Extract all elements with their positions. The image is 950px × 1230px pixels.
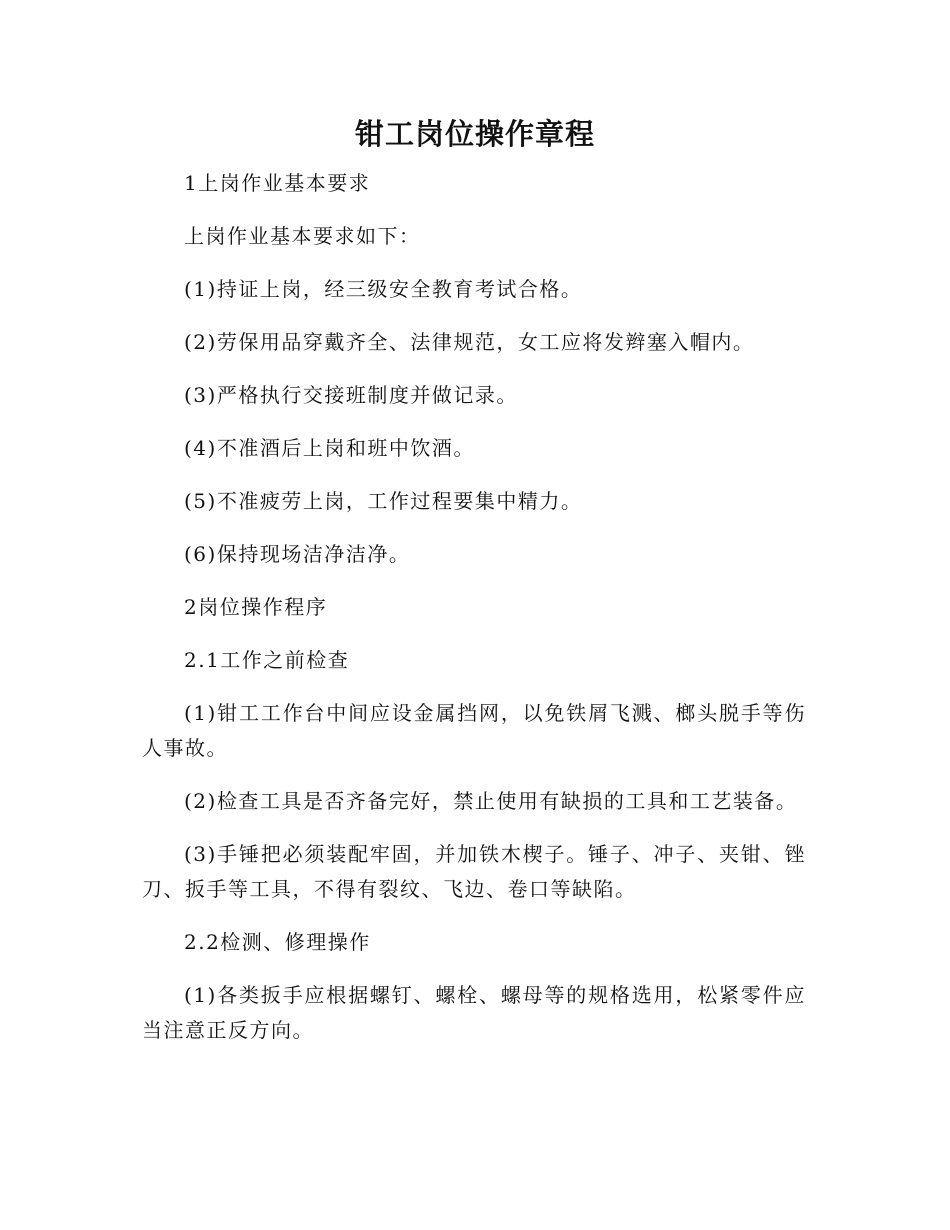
subsection-heading: 2.2检测、修理操作	[184, 930, 371, 954]
paragraph: 上岗作业基本要求如下：	[184, 224, 421, 248]
list-item: (1)持证上岗，经三级安全教育考试合格。	[184, 277, 583, 301]
list-item: (2)检查工具是否齐备完好，禁止使用有缺损的工具和工艺装备。	[184, 789, 798, 813]
list-item: (1)钳工工作台中间应设金属挡网，以免铁屑飞溅、榔头脱手等伤人事故。	[142, 701, 806, 760]
list-item: (3)手锤把必须装配牢固，并加铁木楔子。锤子、冲子、夹钳、锉刀、扳手等工具，不得有裂纹、飞边、卷口等缺陷。	[142, 842, 806, 901]
section-heading: 1上岗作业基本要求	[184, 171, 371, 195]
document-body	[142, 166, 806, 1066]
list-item: (1)各类扳手应根据螺钉、螺栓、螺母等的规格选用，松紧零件应当注意正反方向。	[142, 983, 806, 1042]
list-item: (3)严格执行交接班制度并做记录。	[184, 383, 518, 407]
subsection-heading: 2.1工作之前检查	[184, 648, 350, 672]
list-item: (5)不准疲劳上岗，工作过程要集中精力。	[184, 489, 583, 513]
section-heading: 2岗位操作程序	[184, 595, 328, 619]
list-item: (6)保持现场洁净洁净。	[184, 542, 411, 566]
document-title: 钳工岗位操作章程	[354, 117, 595, 151]
list-item: (4)不准酒后上岗和班中饮酒。	[184, 436, 475, 460]
list-item: (2)劳保用品穿戴齐全、法律规范，女工应将发辫塞入帽内。	[184, 330, 755, 354]
